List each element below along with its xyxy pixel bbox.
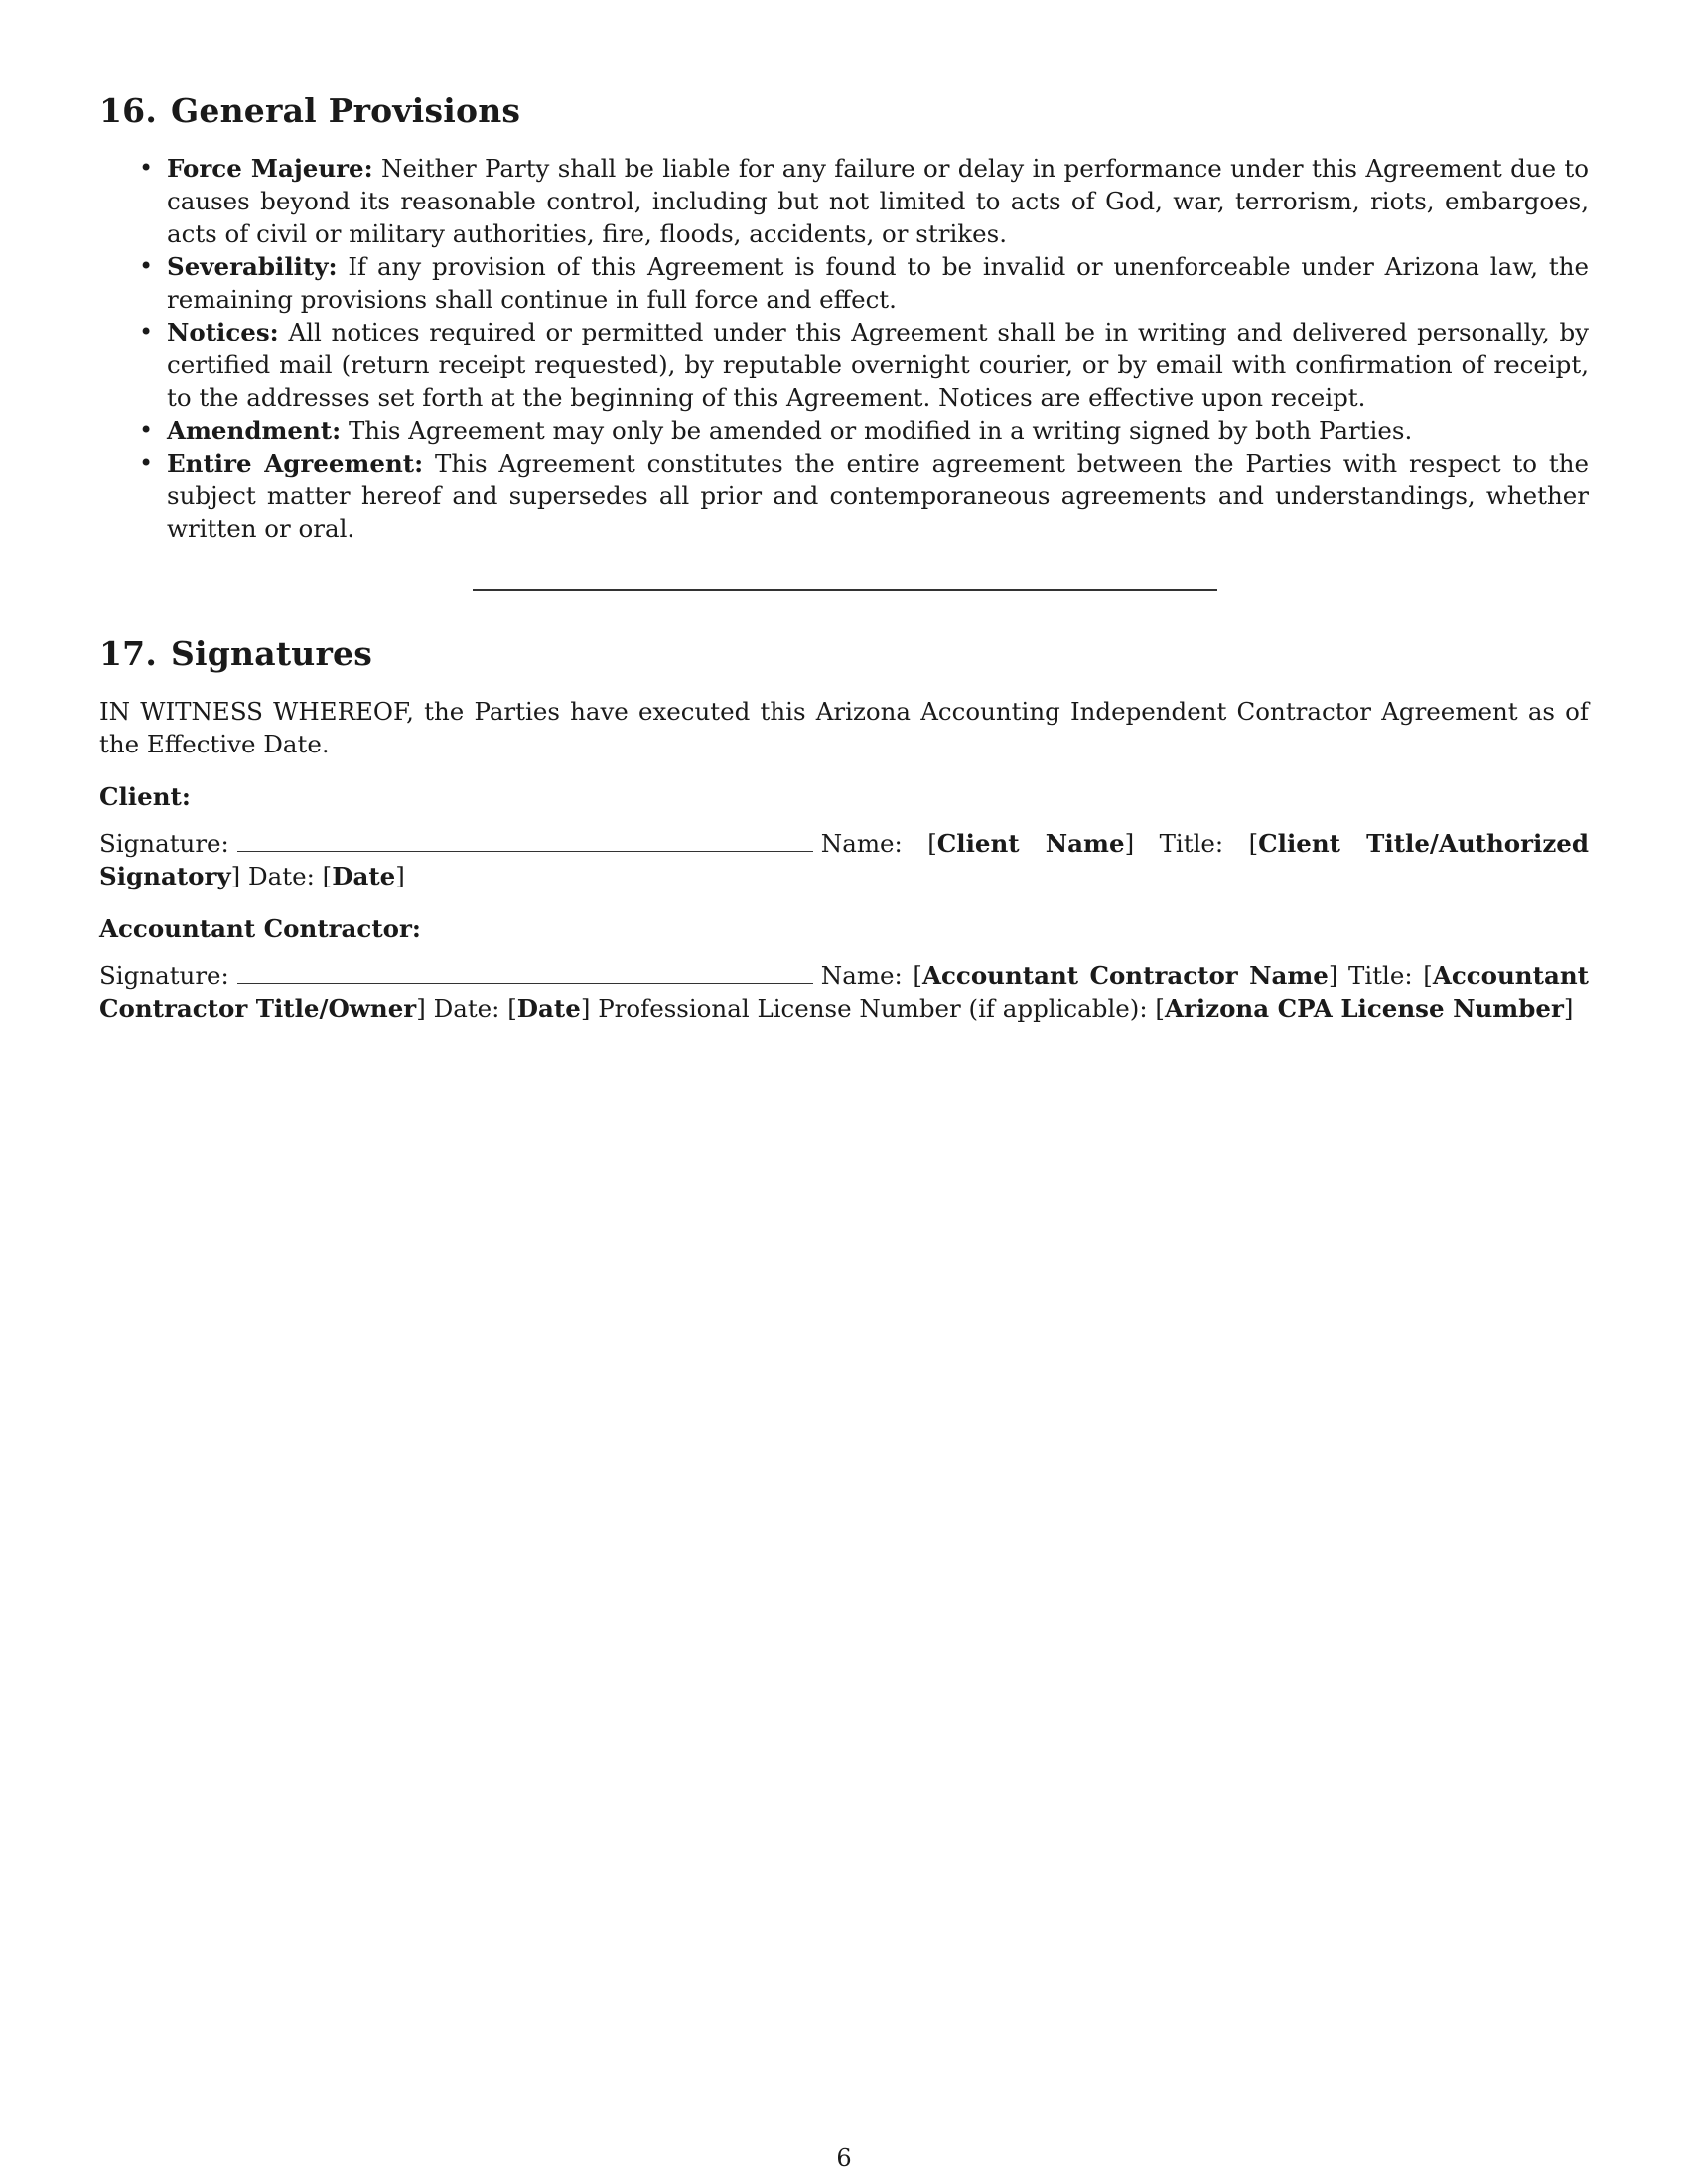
provision-term: Severability: [167, 252, 338, 281]
section-17-number: 17. [99, 634, 158, 673]
bullet-icon: • [139, 416, 154, 444]
bullet-icon: • [139, 252, 154, 280]
contractor-date-placeholder: Date [516, 994, 581, 1023]
bullet-icon: • [139, 154, 154, 182]
client-date-label: Date: [247, 862, 315, 890]
client-signature-line [237, 829, 813, 852]
provision-term: Amendment: [167, 416, 342, 445]
client-signature-label: Signature: [99, 829, 229, 858]
signatures-section [99, 634, 1589, 1024]
client-name-label: Name: [820, 829, 903, 858]
provision-text: Neither Party shall be liable for any failure or delay in performance under this Agreement due to causes beyond its reasonable control, including but not limited to acts of God, war, terrorism, riots, embargoes, acts of civil or military authorities, fire, floods, accidents, or strikes. [167, 154, 1589, 248]
client-title-placeholder: Client Title/Authorized Signatory [99, 829, 1589, 890]
list-item [139, 250, 1589, 316]
contractor-title-label: Title: [1348, 961, 1413, 990]
license-label: Professional License Number (if applicable): [598, 994, 1148, 1023]
general-provisions-list [99, 152, 1589, 545]
client-label: Client: [99, 782, 191, 811]
contractor-title-placeholder: Accountant Contractor Title/Owner [99, 961, 1589, 1023]
provision-text: This Agreement may only be amended or modified in a writing signed by both Parties. [348, 416, 1413, 445]
contractor-name-placeholder: Accountant Contractor Name [921, 961, 1329, 990]
provision-text: This Agreement constitutes the entire agreement between the Parties with respect to the subject matter hereof and supersedes all prior and contemporaneous agreements and understandings, whether written or oral. [167, 449, 1589, 543]
list-item [139, 316, 1589, 414]
list-item [139, 152, 1589, 250]
section-divider [473, 589, 1217, 591]
provision-text: All notices required or permitted under this Agreement shall be in writing and delivered personally, by certified mail (return receipt requested), by reputable overnight courier, or by email with confirmation of receipt, to the addresses set forth at the beginning of this Agreement. Notices are effective upon receipt. [167, 318, 1589, 412]
client-date-placeholder: Date [332, 862, 396, 890]
list-item [139, 447, 1589, 545]
client-signature-block: Signature: Name: [Client Name] Title: [Client Title/Authorized Signatory] Date: [Date] [99, 829, 1589, 890]
contractor-label: Accountant Contractor: [99, 914, 421, 943]
witness-paragraph: IN WITNESS WHEREOF, the Parties have executed this Arizona Accounting Independent Contractor Agreement as of the Effective Date. [99, 697, 1589, 758]
provision-term: Notices: [167, 318, 279, 346]
document-page [99, 91, 1589, 1024]
section-16-title: General Provisions [171, 91, 521, 130]
contractor-signature-label: Signature: [99, 961, 229, 990]
page-number: 6 [836, 2144, 852, 2172]
section-17-title: Signatures [171, 634, 373, 673]
section-16-number: 16. [99, 91, 158, 130]
provision-term: Entire Agreement: [167, 449, 424, 478]
provision-term: Force Majeure: [167, 154, 373, 183]
contractor-date-label: Date: [433, 994, 500, 1023]
contractor-name-label: Name: [820, 961, 903, 990]
client-name-placeholder: Client Name [936, 829, 1125, 858]
section-17-heading [99, 634, 1589, 673]
list-item [139, 414, 1589, 447]
section-16-heading [99, 91, 1589, 130]
contractor-signature-block: Signature: Name: [Accountant Contractor Name] Title: [Accountant Contractor Title/Owner] Date: [Date] Professional License Number (if applicable): [Arizona CPA License Number] [99, 961, 1589, 1023]
client-title-label: Title: [1159, 829, 1224, 858]
bullet-icon: • [139, 318, 154, 345]
license-placeholder: Arizona CPA License Number [1164, 994, 1564, 1023]
bullet-icon: • [139, 449, 154, 477]
provision-text: If any provision of this Agreement is found to be invalid or unenforceable under Arizona law, the remaining provisions shall continue in full force and effect. [167, 252, 1589, 314]
contractor-signature-line [237, 961, 813, 984]
